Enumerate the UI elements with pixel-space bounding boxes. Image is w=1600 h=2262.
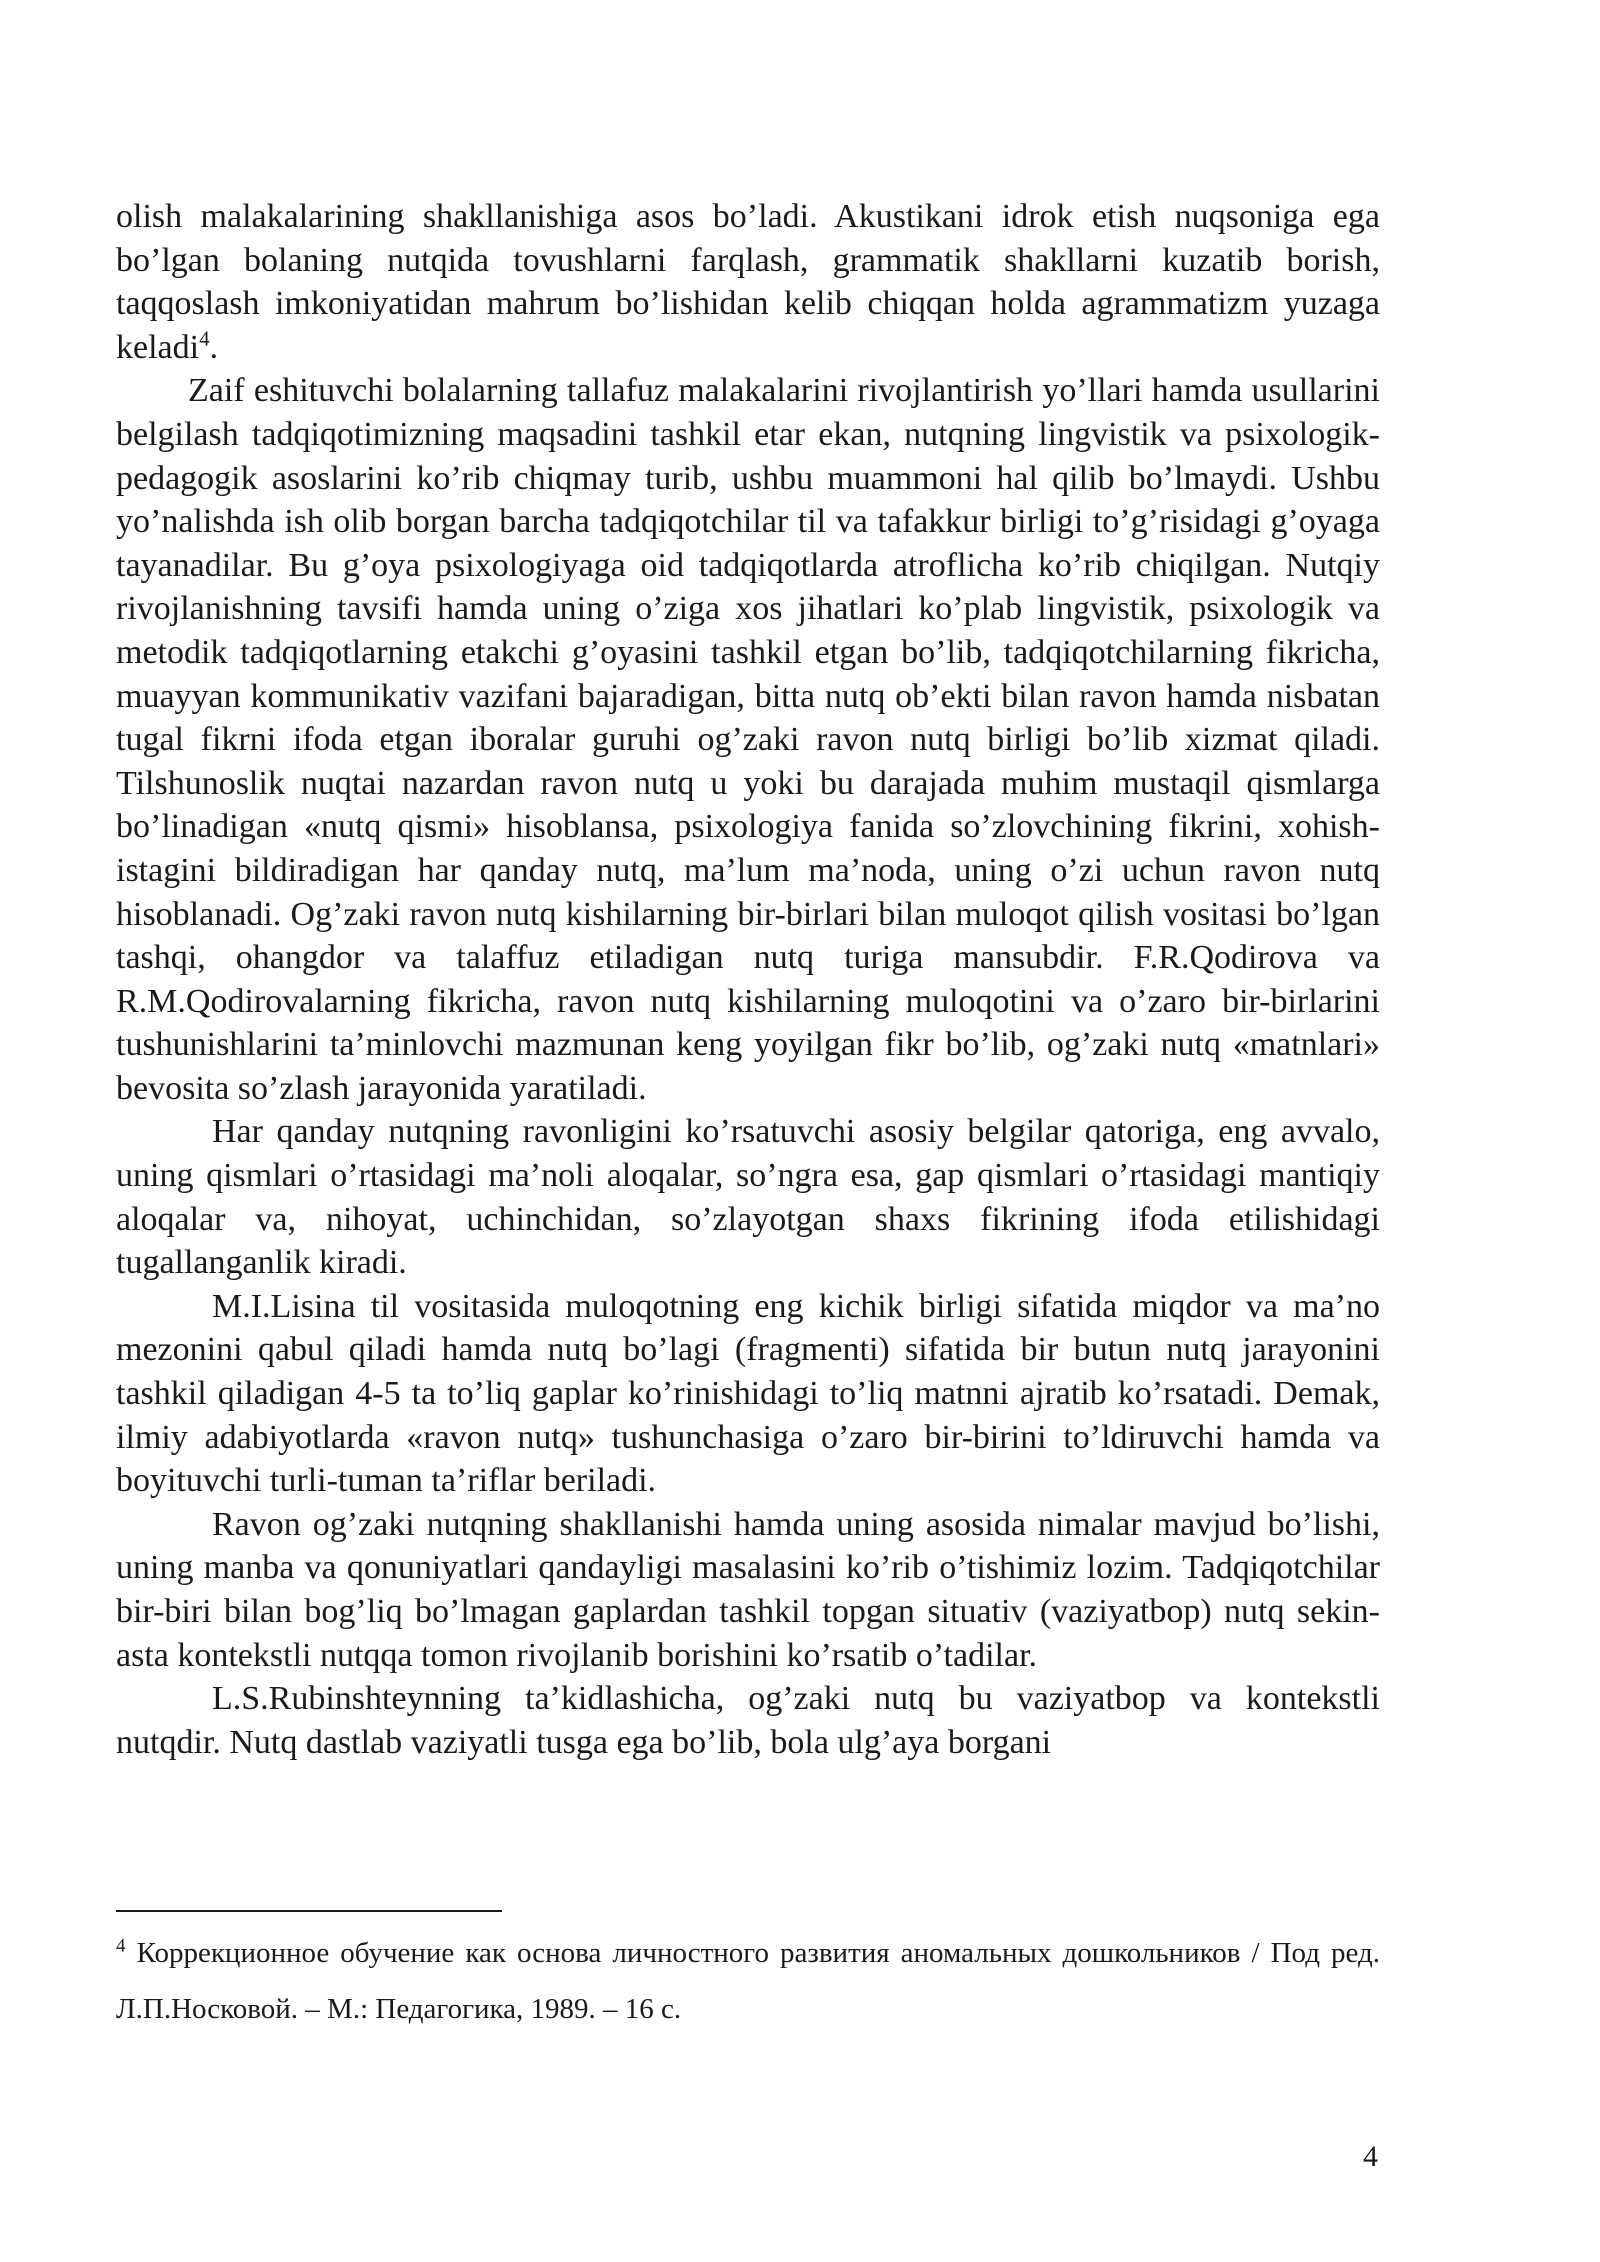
footnote-text: Коррекционное обучение как основа личностного развития аномальных дошкольников / Под ред. Л.П.Носковой. – М.: Педагогика, 1989. – 16 с. (116, 1937, 1380, 2025)
paragraph-2: Zaif eshituvchi bolalarning tallafuz malakalarini rivojlantirish yo’llari hamda usullarini belgilash tadqiqotimizning maqsadini tashkil etar ekan, nutqning lingvistik va psixologik-pedagogik asoslarini ko’rib chiqmay turib, ushbu muammoni hal qilib bo’lmaydi. Ushbu yo’nalishda ish olib borgan barcha tadqiqotchilar til va tafakkur birligi to’g’risidagi g’oyaga tayanadilar. Bu g’oya psixologiyaga oid tadqiqotlarda atroflicha ko’rib chiqilgan. Nutqiy rivojlanishning tavsifi hamda uning o’ziga xos jihatlari ko’plab lingvistik, psixologik va metodik tadqiqotlarning etakchi g’oyasini tashkil etgan bo’lib, tadqiqotchilarning fikricha, muayyan kommunikativ vazifani bajaradigan, bitta nutq ob’ekti bilan ravon hamda nisbatan tugal fikrni ifoda etgan iboralar guruhi og’zaki ravon nutq birligi bo’lib xizmat qiladi. Tilshunoslik nuqtai nazardan ravon nutq u yoki bu darajada muhim mustaqil qismlarga bo’linadigan «nutq qismi» hisoblansa, psixologiya fanida so’zlovchining fikrini, xohish-istagini bildiradigan har qanday nutq, ma’lum ma’noda, uning o’zi uchun ravon nutq hisoblanadi. Og’zaki ravon nutq kishilarning bir-birlari bilan muloqot qilish vositasi bo’lgan tashqi, ohangdor va talaffuz etiladigan nutq turiga mansubdir. F.R.Qodirova va R.M.Qodirovalarning fikricha, ravon nutq kishilarning muloqotini va o’zaro bir-birlarini tushunishlarini ta’minlovchi mazmunan keng yoyilgan fikr bo’lib, og’zaki nutq «matnlari» bevosita so’zlash jarayonida yaratiladi. (116, 372, 1380, 1107)
footnote-reference[interactable]: 4 (199, 326, 210, 351)
paragraph-5: Ravon og’zaki nutqning shakllanishi hamda uning asosida nimalar mavjud bo’lishi, uning manba va qonuniyatlari qandayligi masalasini ko’rib o’tishimiz lozim. Tadqiqotchilar bir-biri bilan bog’liq bo’lmagan gaplardan tashkil topgan situativ (vaziyatbop) nutq sekin-asta kontekstli nutqqa tomon rivojlanib borishini ko’rsatib o’tadilar. (116, 1505, 1380, 1674)
paragraph-3: Har qanday nutqning ravonligini ko’rsatuvchi asosiy belgilar qatoriga, eng avvalo, uning qismlari o’rtasidagi ma’noli aloqalar, so’ngra esa, gap qismlari o’rtasidagi mantiqiy aloqalar va, nihoyat, uchinchidan, so’zlayotgan shaxs fikrining ifoda etilishidagi tugallanganlik kiradi. (116, 1113, 1380, 1282)
page-number: 4 (1363, 2140, 1378, 2173)
paragraph-4: M.I.Lisina til vositasida muloqotning eng kichik birligi sifatida miqdor va ma’no mezonini qabul qiladi hamda nutq bo’lagi (fragmenti) sifatida bir butun nutq jarayonini tashkil qiladigan 4-5 ta to’liq gaplar ko’rinishidagi to’liq matnni ajratib ko’rsatadi. Demak, ilmiy adabiyotlarda «ravon nutq» tushunchasiga o’zaro bir-birini to’ldiruvchi hamda va boyituvchi turli-tuman ta’riflar beriladi. (116, 1287, 1380, 1500)
paragraph-1-text: olish malakalarining shakllanishiga asos bo’ladi. Akustikani idrok etish nuqsoniga ega bo’lgan bolaning nutqida tovushlarni farqlash, grammatik shakllarni kuzatib borish, taqqoslash imkoniyatidan mahrum bo’lishidan kelib chiqqan holda agrammatizm yuzaga keladi (116, 198, 1380, 366)
document-body (116, 195, 1380, 1764)
footnote-separator (116, 1910, 502, 1912)
paragraph-1: olish malakalarining shakllanishiga asos bo’ladi. Akustikani idrok etish nuqsoniga ega bo’lgan bolaning nutqida tovushlarni farqlash, grammatik shakllarni kuzatib borish, taqqoslash imkoniyatidan mahrum bo’lishidan kelib chiqqan holda agrammatizm yuzaga keladi$^4$. (116, 198, 1380, 366)
paragraph-6: L.S.Rubinshteynning ta’kidlashicha, og’zaki nutq bu vaziyatbop va kontekstli nutqdir. Nutq dastlab vaziyatli tusga ega bo’lib, bola ulg’aya borgani (116, 1680, 1380, 1761)
footnote (116, 1925, 1380, 2037)
footnote-marker: 4 (116, 1935, 126, 1957)
